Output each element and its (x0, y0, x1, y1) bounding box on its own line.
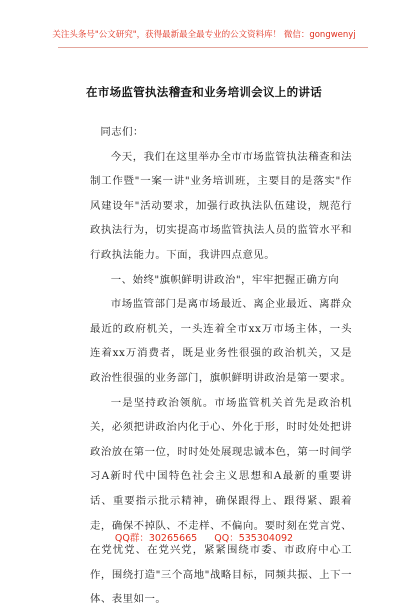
header-promo-note: 关注头条号"公文研究"，获得最新最全最专业的公文资料库！ 微信：gongwenyj (52, 30, 356, 40)
footer-contact (0, 530, 408, 544)
body-paragraph: 今天，我们在这里举办全市市场监管执法稽查和法制工作暨"一案一讲"业务培训班，主要目的是落实"作风建设年"活动要求，加强行政执法队伍建设，规范行政执法行为，切实提高市场监管执法人员的监管水平和行政执法能力。下面，我讲四点意见。 (90, 150, 352, 261)
document-title: 在市场监管执法稽查和业务培训会议上的讲话 (86, 85, 322, 99)
header-divider (58, 47, 368, 48)
salutation: 同志们： (100, 126, 144, 138)
body-paragraph: 市场监管部门是离市场最近、离企业最近、离群众最近的政府机关，一头连着全市xx万市场主体，一头连着xx万消费者，既是业务性很强的政治机关，又是政治性很强的业务部门，旗帜鲜明讲政治是第一要求。 (90, 298, 352, 384)
section-heading: 一、始终"旗帜鲜明讲政治"，牢牢把握正确方向 (110, 273, 340, 286)
qq-number: QQ：535304092 (214, 533, 294, 544)
qq-group-number: QQ群：30265665 (114, 533, 198, 544)
body-paragraph: 一是坚持政治领航。市场监管机关首先是政治机关，必须把讲政治内化于心、外化于形，时时处处把讲政治放在第一位，时时处处展现忠诚本色，第一时间学习A新时代中国特色社会主义思想和A最新的重要讲话、重要指示批示精神，确保跟得上、跟得紧、跟着走，确保不掉队、不走样、不偏向。要时刻在党言党、在党忧党、在党兴党，紧紧围绕市委、市政府中心工作，围绕打造"三个高地"战略目标，同频共振、上下一体、表里如一。 (90, 396, 352, 606)
